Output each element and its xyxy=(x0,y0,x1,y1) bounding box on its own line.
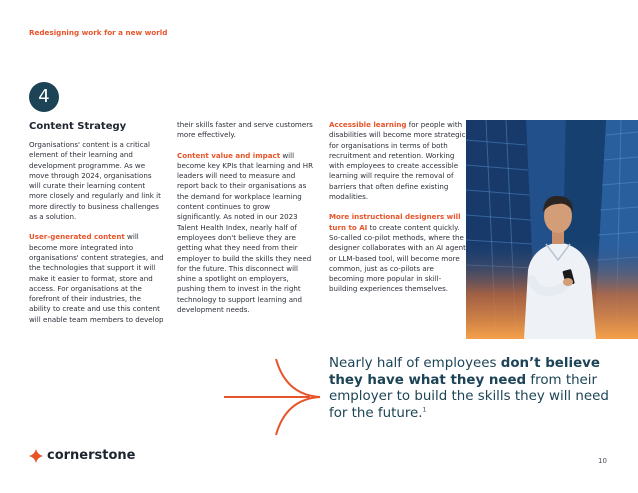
text-column-2 xyxy=(177,120,314,325)
paragraph-text: will become more integrated into organisations' content strategies, and the technologies that support it will make it easier to format, store and access. For organisations at the forefront of their industries, the ability to create and use this content will enable team members to develop xyxy=(29,232,164,324)
paragraph-text: will become key KPIs that learning and HR leaders will need to measure and report back to their organisations as the demand for workplace learning content continues to grow significantly. As noted in our 2023 Talent Health Index, nearly half of employees don't believe they are getting what they need from their employer to build the skills they need for the future. This disconnect will shine a spotlight on employers, pushing them to invest in the right technology to support learning and development needs. xyxy=(177,150,314,315)
quote-text: Nearly half of employees xyxy=(329,356,501,371)
highlight-term: Accessible learning xyxy=(329,120,407,129)
cornerstone-logo xyxy=(29,448,136,463)
paragraph xyxy=(177,151,314,316)
paragraph xyxy=(329,120,466,202)
paragraph: their skills faster and serve customers more effectively. xyxy=(177,120,313,140)
paragraph-text: to create content quickly. So-called co-pilot methods, where the designer collaborates with an AI agent or LLM-based tool, will become more common, just as co-pilots are becoming more popular in skill-building experiences themselves. xyxy=(329,222,466,294)
paragraph-text: for people with disabilities will become more strategic for organisations in terms of both recruitment and retention. Working with employees to create accessible learning will require the removal of barriers that often define existing modalities. xyxy=(329,120,466,202)
highlight-term: More instructional designers will turn to AI xyxy=(329,212,461,232)
paragraph: Organisations' content is a critical element of their learning and development programme. As we move through 2024, organisations will curate their learning content more closely and regularly and link it more directly to business challenges as a solution. xyxy=(29,140,161,222)
report-header-title: Redesigning work for a new world xyxy=(29,28,168,37)
orange-arrow-graphic xyxy=(224,357,324,437)
businessman-with-phone-photo xyxy=(466,120,638,339)
section-title: Content Strategy xyxy=(29,121,127,132)
quote-text: from their employer to build the skills they will need for the future. xyxy=(329,372,609,421)
cornerstone-logo-icon xyxy=(29,449,43,463)
highlight-term: Content value and impact xyxy=(177,150,281,160)
text-column-3 xyxy=(329,120,466,305)
page-number: 10 xyxy=(598,457,607,465)
paragraph xyxy=(329,212,466,294)
section-number-badge: 4 xyxy=(29,82,59,112)
highlight-term: User-generated content xyxy=(29,232,125,242)
logo-wordmark: cornerstone xyxy=(47,448,136,463)
footnote-marker: 1 xyxy=(422,406,427,414)
quote-emphasis: don’t believe they have what they need xyxy=(329,356,600,388)
pull-quote xyxy=(329,356,619,422)
paragraph xyxy=(29,232,164,325)
text-column-1 xyxy=(29,140,164,335)
